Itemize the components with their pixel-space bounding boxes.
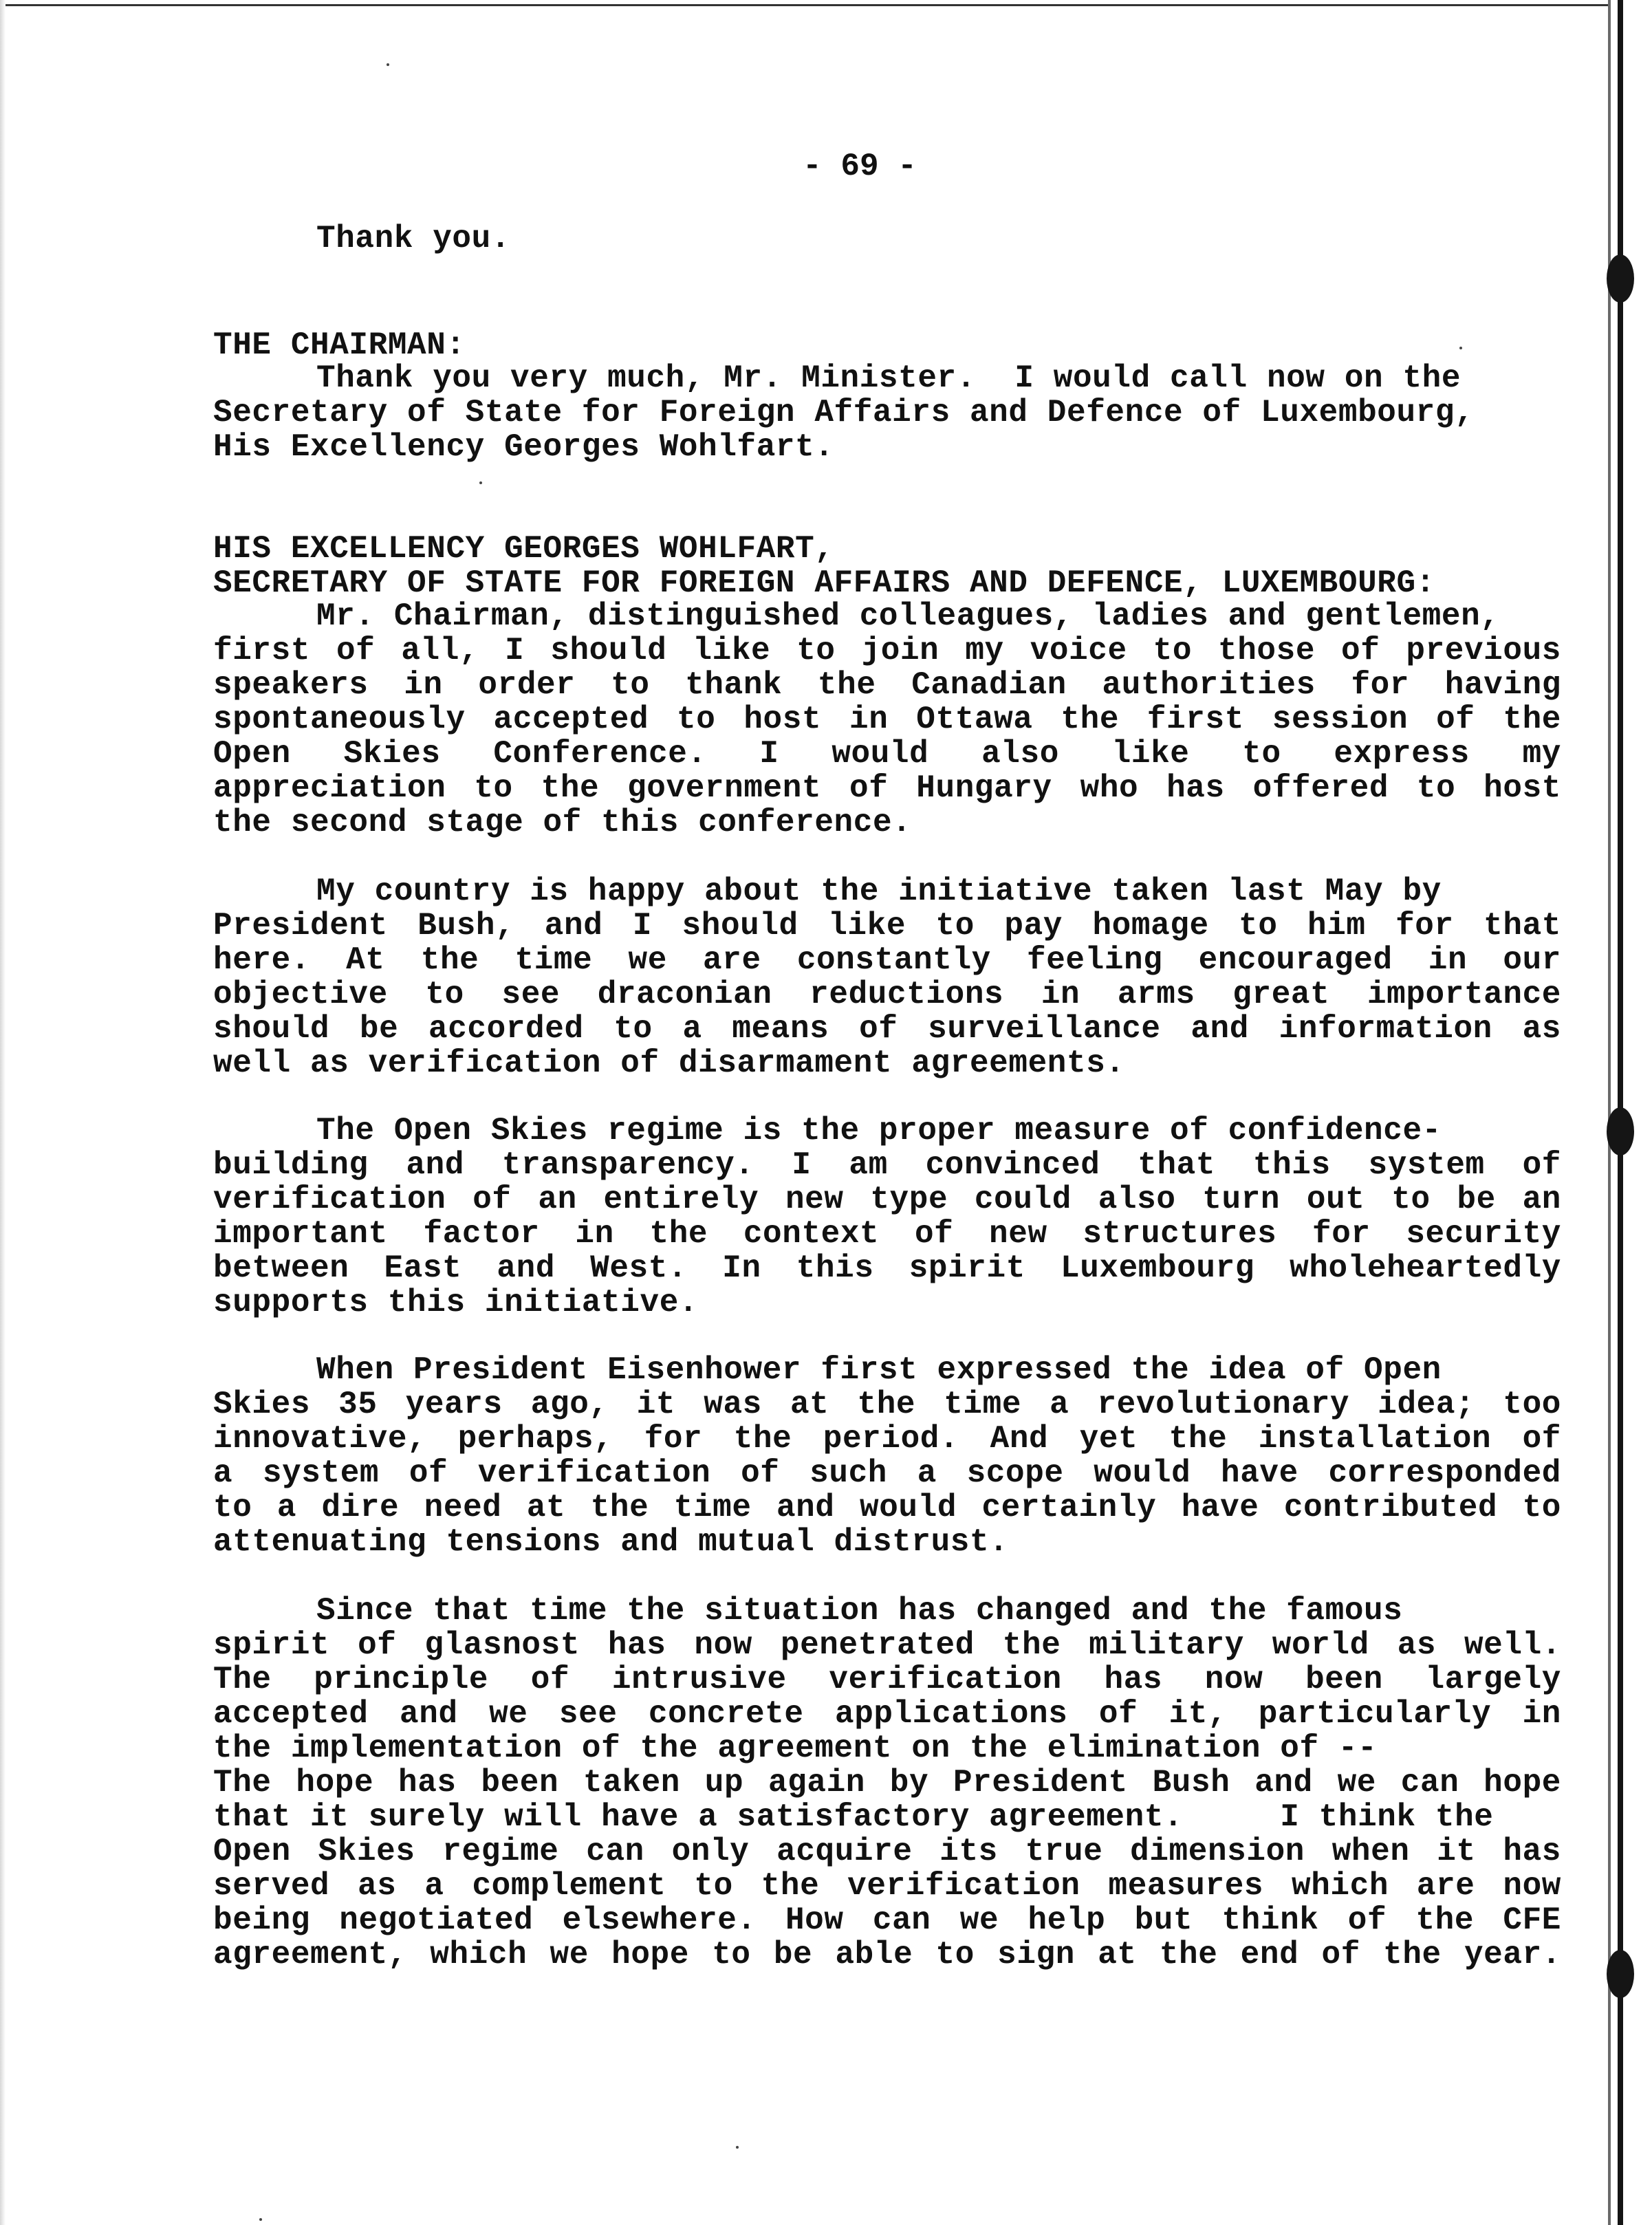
chairman-line: Thank you very much, Mr. Minister. I would call now on the (316, 360, 1461, 396)
paragraph-line: appreciation to the government of Hungary who has offered to host (213, 770, 1561, 806)
paragraph-line: Skies 35 years ago, it was at the time a revolutionary idea; too (213, 1387, 1561, 1422)
paragraph-line: My country is happy about the initiative taken last May by (316, 873, 1442, 909)
paragraph-line: When President Eisenhower first expressed the idea of Open (316, 1352, 1442, 1388)
paragraph-line: supports this initiative. (213, 1285, 699, 1321)
page-number: - 69 - (803, 149, 917, 184)
top-edge-rule (0, 4, 1609, 6)
opening-line: Thank you. (316, 221, 511, 257)
left-edge-shadow (0, 0, 6, 2225)
paragraph-line: well as verification of disarmament agreements. (213, 1045, 1125, 1081)
paragraph-line: innovative, perhaps, for the period. And yet the installation of (213, 1421, 1561, 1457)
chairman-speaker: THE CHAIRMAN: (213, 327, 466, 363)
paragraph-line: the second stage of this conference. (213, 805, 912, 840)
paragraph-line: a system of verification of such a scope would have corresponded (213, 1455, 1561, 1491)
scan-speck (479, 481, 482, 484)
paragraph-line: President Bush, and I should like to pay homage to him for that (213, 908, 1561, 944)
paragraph-line: that it surely will have a satisfactory agreement. I think the (213, 1799, 1494, 1835)
paragraph-line: to a dire need at the time and would certainly have contributed to (213, 1490, 1561, 1526)
paragraph-line: spontaneously accepted to host in Ottawa the first session of the (213, 702, 1561, 737)
scan-speck (387, 63, 389, 66)
paragraph-line: speakers in order to thank the Canadian authorities for having (213, 667, 1561, 703)
chairman-line: His Excellency Georges Wohlfart. (213, 429, 834, 465)
paragraph-line: between East and West. In this spirit Luxembourg wholeheartedly (213, 1250, 1561, 1286)
chairman-line: Secretary of State for Foreign Affairs and Defence of Luxembourg, (213, 395, 1475, 431)
paragraph-line: The principle of intrusive verification has now been largely (213, 1662, 1561, 1697)
right-margin-line (1608, 0, 1611, 2225)
scan-speck (736, 2146, 739, 2149)
paragraph-line: verification of an entirely new type could also turn out to be an (213, 1182, 1561, 1217)
paragraph-line: important factor in the context of new structures for security (213, 1216, 1561, 1252)
binder-hole-mark (1607, 1950, 1634, 1998)
paragraph-line: attenuating tensions and mutual distrust. (213, 1524, 1009, 1560)
paragraph-line: agreement, which we hope to be able to sign at the end of the year. (213, 1937, 1561, 1973)
binder-hole-mark (1607, 254, 1634, 303)
paragraph-line: building and transparency. I am convinced that this system of (213, 1147, 1561, 1183)
paragraph-line: spirit of glasnost has now penetrated the military world as well. (213, 1627, 1561, 1663)
paragraph-line: objective to see draconian reductions in arms great importance (213, 977, 1561, 1012)
paragraph-line: Since that time the situation has changed and the famous (316, 1593, 1403, 1629)
paragraph-line: being negotiated elsewhere. How can we help but think of the CFE (213, 1902, 1561, 1938)
paragraph-line: served as a complement to the verification measures which are now (213, 1868, 1561, 1904)
paragraph-line: should be accorded to a means of surveillance and information as (213, 1011, 1561, 1047)
paragraph-line: Mr. Chairman, distinguished colleagues, ladies and gentlemen, (316, 598, 1500, 634)
scan-speck (259, 2218, 262, 2221)
paragraph-line: Open Skies regime can only acquire its true dimension when it has (213, 1834, 1561, 1869)
speaker-title: SECRETARY OF STATE FOR FOREIGN AFFAIRS AND DEFENCE, LUXEMBOURG: (213, 565, 1435, 601)
paragraph-line: Open Skies Conference. I would also like to express my (213, 736, 1561, 772)
paragraph-line: The hope has been taken up again by President Bush and we can hope (213, 1765, 1561, 1801)
paragraph-line: the implementation of the agreement on the elimination of -- (213, 1730, 1378, 1766)
paragraph-line: accepted and we see concrete applications of it, particularly in (213, 1696, 1561, 1732)
paragraph-line: first of all, I should like to join my voice to those of previous (213, 633, 1561, 669)
speaker-name: HIS EXCELLENCY GEORGES WOHLFART, (213, 531, 834, 567)
paragraph-line: The Open Skies regime is the proper measure of confidence- (316, 1113, 1442, 1149)
paragraph-line: here. At the time we are constantly feeling encouraged in our (213, 942, 1561, 978)
